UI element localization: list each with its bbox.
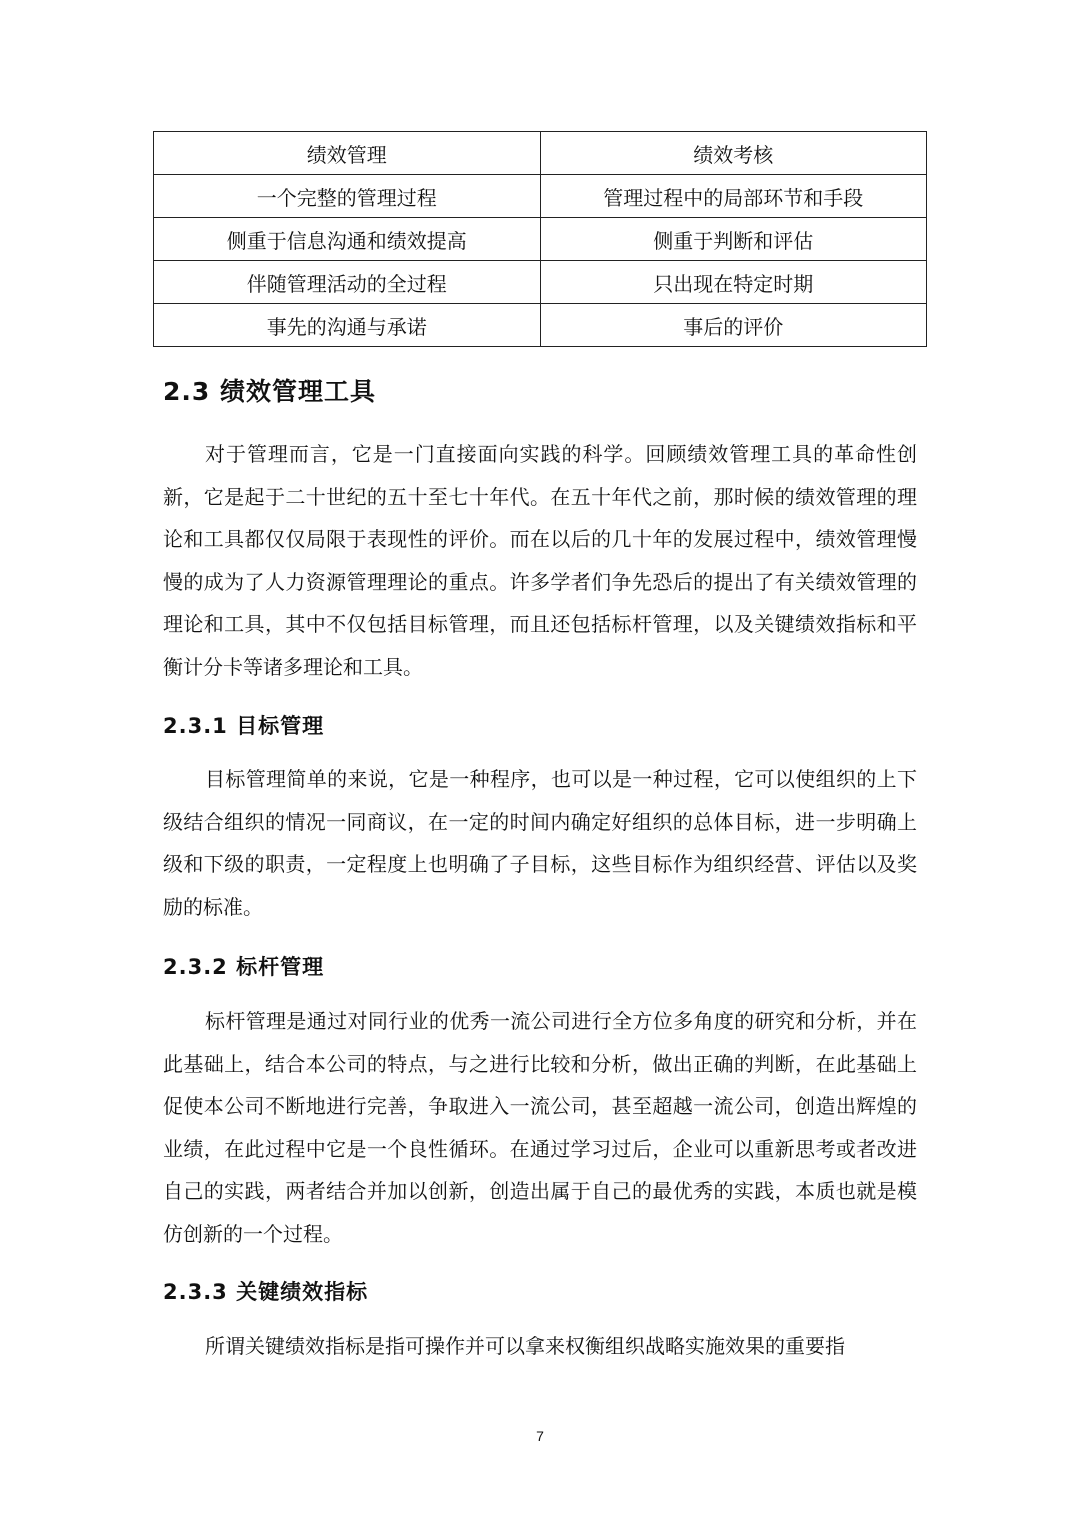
section-intro-paragraph: 对于管理而言，它是一门直接面向实践的科学。回顾绩效管理工具的革命性创新，它是起于二十世纪的五十至七十年代。在五十年代之前，那时候的绩效管理的理论和工具都仅仅局限于表现性的评价。而在以后的几十年的发展过程中，绩效管理慢慢的成为了人力资源管理理论的重点。许多学者们争先恐后的提出了有关绩效管理的理论和工具，其中不仅包括目标管理，而且还包括标杆管理，以及关键绩效指标和平衡计分卡等诸多理论和工具。: [163, 442, 917, 679]
table-header-cell: 绩效考核: [540, 132, 927, 175]
table-row: [154, 175, 927, 218]
table-row: [154, 304, 927, 347]
benchmarking-paragraph: 标杆管理是通过对同行业的优秀一流公司进行全方位多角度的研究和分析，并在此基础上，结合本公司的特点，与之进行比较和分析，做出正确的判断，在此基础上促使本公司不断地进行完善，争取进入一流公司，甚至超越一流公司，创造出辉煌的业绩，在此过程中它是一个良性循环。在通过学习过后，企业可以重新思考或者改进自己的实践，两者结合并加以创新，创造出属于自己的最优秀的实践，本质也就是模仿创新的一个过程。: [163, 1009, 917, 1246]
table-cell: 只出现在特定时期: [540, 261, 927, 304]
subsection-heading-benchmarking: 2.3.2 标杆管理: [163, 955, 325, 979]
page-number: 7: [536, 1428, 544, 1444]
subsection-heading-mbo: 2.3.1 目标管理: [163, 714, 325, 738]
table-cell: 事先的沟通与承诺: [154, 304, 541, 347]
table-cell: 侧重于判断和评估: [540, 218, 927, 261]
table-cell: 一个完整的管理过程: [154, 175, 541, 218]
table-cell: 事后的评价: [540, 304, 927, 347]
section-heading: 2.3 绩效管理工具: [163, 377, 376, 406]
table-row: [154, 218, 927, 261]
table-cell: 伴随管理活动的全过程: [154, 261, 541, 304]
table-row: [154, 261, 927, 304]
table-header-cell: 绩效管理: [154, 132, 541, 175]
mbo-paragraph: 目标管理简单的来说，它是一种程序，也可以是一种过程，它可以使组织的上下级结合组织的情况一同商议，在一定的时间内确定好组织的总体目标，进一步明确上级和下级的职责，一定程度上也明确了子目标，这些目标作为组织经营、评估以及奖励的标准。: [163, 767, 917, 919]
kpi-paragraph: 所谓关键绩效指标是指可操作并可以拿来权衡组织战略实施效果的重要指: [205, 1334, 845, 1358]
subsection-heading-kpi: 2.3.3 关键绩效指标: [163, 1280, 369, 1304]
table-cell: 侧重于信息沟通和绩效提高: [154, 218, 541, 261]
table-cell: 管理过程中的局部环节和手段: [540, 175, 927, 218]
comparison-table: [153, 131, 927, 347]
table-header-row: [154, 132, 927, 175]
